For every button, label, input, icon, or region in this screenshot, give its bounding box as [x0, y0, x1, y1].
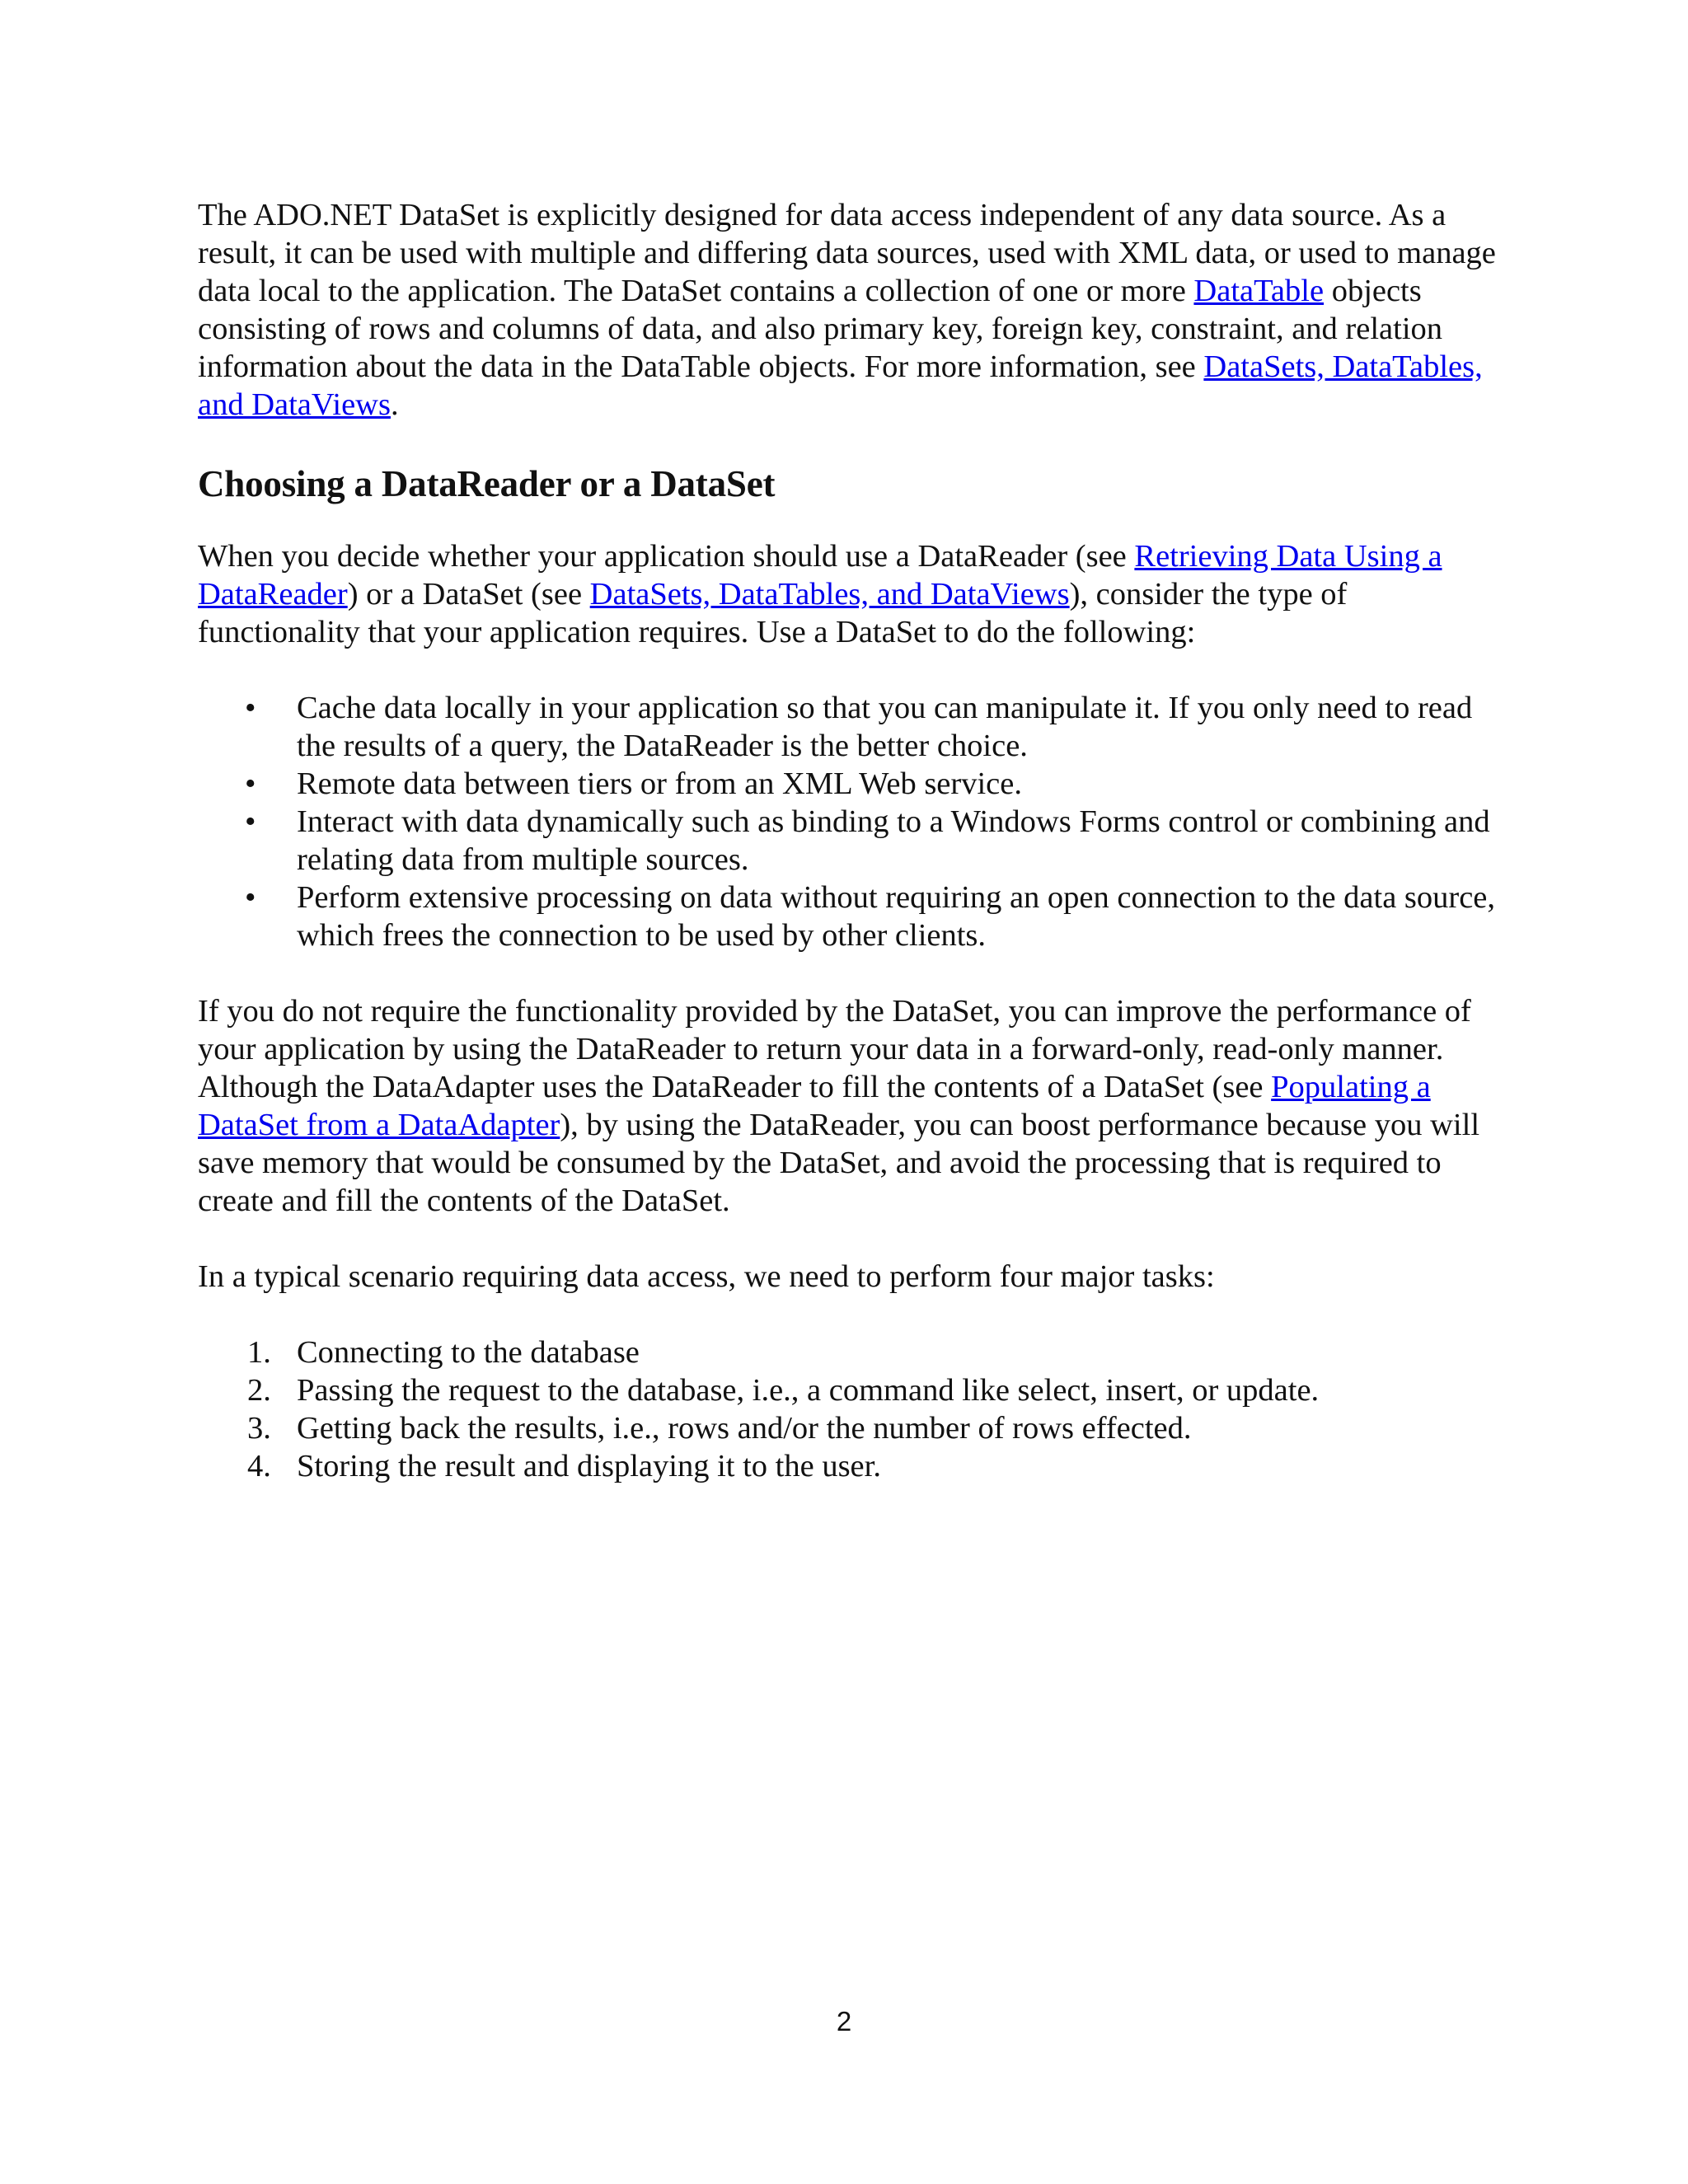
list-item: 1. Connecting to the database — [247, 1335, 640, 1370]
list-item: 4. Storing the result and displaying it to the user. — [247, 1449, 881, 1483]
list-number: 1. — [247, 1335, 271, 1370]
list-number: 4. — [247, 1449, 271, 1483]
retrieving-data-link[interactable]: Retrieving Data Using a DataReader — [198, 539, 1442, 612]
dataset-uses-list — [198, 689, 1500, 954]
section-heading: Choosing a DataReader or a DataSet — [198, 463, 776, 504]
list-number: 3. — [247, 1411, 271, 1446]
tasks-intro-paragraph: In a typical scenario requiring data access, we need to perform four major tasks: — [198, 1259, 1215, 1294]
datasets-datatables-dataviews-link[interactable]: DataSets, DataTables, and DataViews — [198, 349, 1483, 422]
list-item: 3. Getting back the results, i.e., rows and/or the number of rows effected. — [247, 1411, 1192, 1446]
page-number: 2 — [836, 2006, 852, 2036]
datatable-link[interactable]: DataTable — [1193, 274, 1325, 308]
bullet-icon: • — [245, 804, 256, 839]
tasks-list — [198, 1333, 1500, 1485]
list-item: • Cache data locally in your application so that you can manipulate it. If you only need to read the results of a query, the DataReader is the better choice. — [245, 691, 1473, 763]
bullet-icon: • — [245, 880, 256, 915]
list-number: 2. — [247, 1373, 271, 1408]
list-item: • Perform extensive processing on data without requiring an open connection to the data source, which frees the connection to be used by other clients. — [245, 880, 1496, 953]
datasets-datatables-dataviews-link-2[interactable]: DataSets, DataTables, and DataViews — [589, 577, 1070, 612]
intro-paragraph: The ADO.NET DataSet is explicitly designed for data access independent of any data source. As a result, it can be used with multiple and differing data sources, used with XML data, or used to manage data local to the application. The DataSet contains a collection of one or more DataTable objects consisting of rows and columns of data, and also primary key, foreign key, constraint, and relation information about the data in the DataTable objects. For more information, see DataSets, DataTables, and DataViews. — [198, 198, 1496, 422]
bullet-icon: • — [245, 691, 256, 725]
bullet-icon: • — [245, 766, 256, 801]
performance-paragraph: If you do not require the functionality provided by the DataSet, you can improve the performance of your application by using the DataReader to return your data in a forward-only, read-only manner. Although the DataAdapter uses the DataReader to fill the contents of a DataSet (see Populating a DataSet from a DataAdapter), by using the DataReader, you can boost performance because you will save memory that would be consumed by the DataSet, and avoid the processing that is required to create and fill the contents of the DataSet. — [198, 994, 1480, 1218]
document-body — [198, 196, 1500, 1485]
populating-dataset-link[interactable]: Populating a DataSet from a DataAdapter — [198, 1070, 1431, 1142]
list-item: • Interact with data dynamically such as binding to a Windows Forms control or combining and relating data from multiple sources. — [245, 804, 1490, 877]
list-item: • Remote data between tiers or from an XML Web service. — [245, 766, 1022, 801]
decide-paragraph: When you decide whether your application should use a DataReader (see Retrieving Data Using a DataReader) or a DataSet (see DataSets, DataTables, and DataViews), consider the type of functionality that your application requires. Use a DataSet to do the following: — [198, 539, 1442, 649]
list-item: 2. Passing the request to the database, i.e., a command like select, insert, or update. — [247, 1373, 1320, 1408]
